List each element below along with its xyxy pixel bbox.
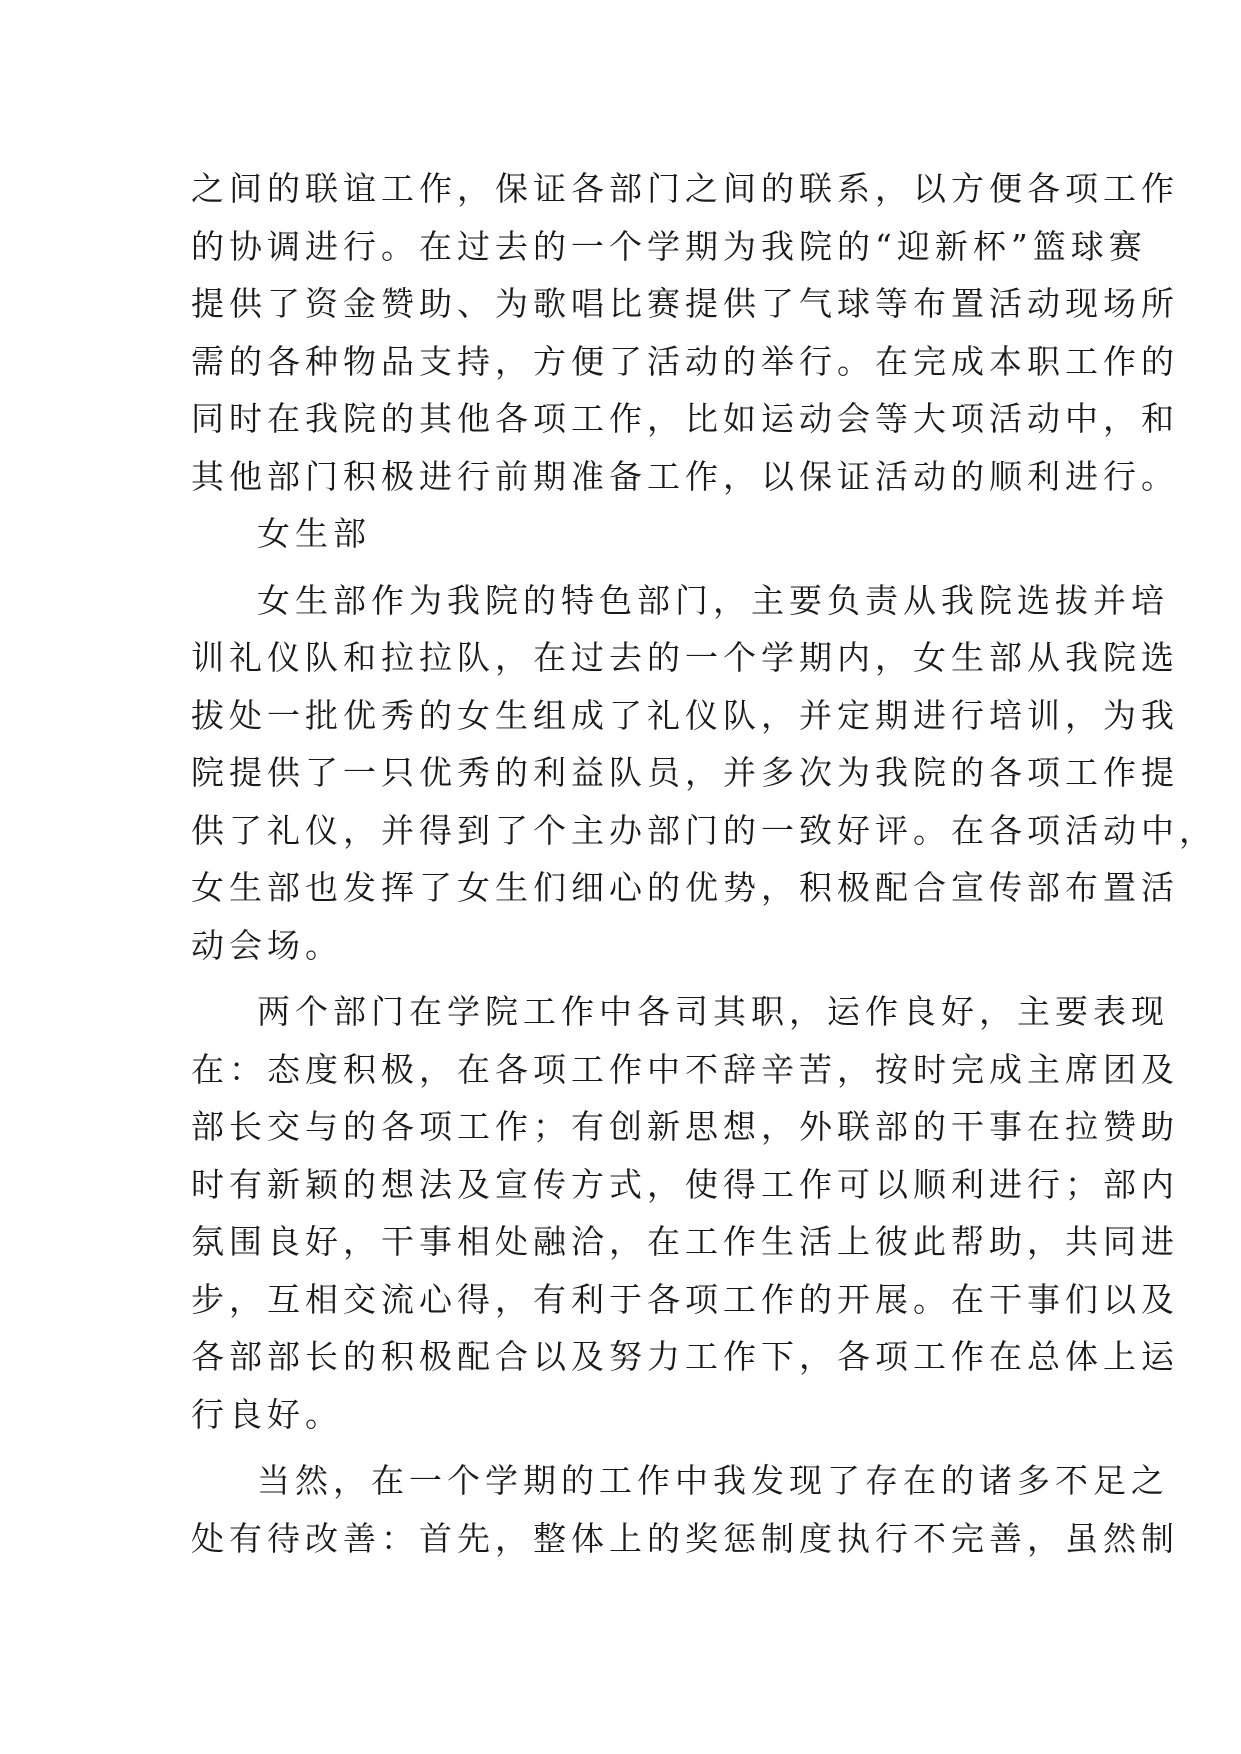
text-line: 同时在我院的其他各项工作，比如运动会等大项活动中，和 — [191, 399, 1179, 438]
text-line: 女生部也发挥了女生们细心的优势，积极配合宣传部布置活 — [191, 868, 1179, 907]
document-body — [191, 160, 1217, 1567]
text-line: 时有新颖的想法及宣传方式，使得工作可以顺利进行；部内 — [191, 1164, 1179, 1204]
text-line: 需的各种物品支持，方便了活动的举行。在完成本职工作的 — [191, 341, 1179, 381]
text-line: 的协调进行。在过去的一个学期为我院的“迎新杯”篮球赛 — [191, 226, 1147, 266]
text-line: 处有待改善：首先，整体上的奖惩制度执行不完善，虽然制 — [191, 1518, 1179, 1558]
text-line: 两个部门在学院工作中各司其职，运作良好，主要表现 — [257, 992, 1169, 1031]
text-line: 在：态度积极，在各项工作中不辞辛苦，按时完成主席团及 — [191, 1049, 1179, 1089]
text-line: 之间的联谊工作，保证各部门之间的联系，以方便各项工作 — [191, 169, 1179, 208]
text-line: 氛围良好，干事相处融洽，在工作生活上彼此帮助，共同进 — [191, 1222, 1179, 1261]
text-line: 步，互相交流心得，有利于各项工作的开展。在干事们以及 — [191, 1279, 1179, 1319]
text-line: 供了礼仪，并得到了个主办部门的一致好评。在各项活动中， — [191, 810, 1217, 850]
text-line: 训礼仪队和拉拉队，在过去的一个学期内，女生部从我院选 — [191, 638, 1179, 677]
section-heading: 女生部 — [257, 514, 371, 553]
text-line: 各部部长的积极配合以及努力工作下，各项工作在总体上运 — [191, 1337, 1179, 1376]
text-line: 提供了资金赞助、为歌唱比赛提供了气球等布置活动现场所 — [191, 284, 1179, 323]
text-line: 动会场。 — [191, 925, 343, 965]
text-line: 女生部作为我院的特色部门，主要负责从我院选拔并培 — [257, 580, 1169, 620]
text-line: 其他部门积极进行前期准备工作，以保证活动的顺利进行。 — [191, 456, 1179, 496]
text-line: 拔处一批优秀的女生组成了礼仪队，并定期进行培训，为我 — [191, 695, 1179, 735]
text-line: 当然，在一个学期的工作中我发现了存在的诸多不足之 — [257, 1461, 1169, 1500]
text-line: 部长交与的各项工作；有创新思想，外联部的干事在拉赞助 — [191, 1107, 1179, 1146]
text-line: 行良好。 — [191, 1394, 343, 1434]
text-line: 院提供了一只优秀的利益队员，并多次为我院的各项工作提 — [191, 753, 1179, 792]
